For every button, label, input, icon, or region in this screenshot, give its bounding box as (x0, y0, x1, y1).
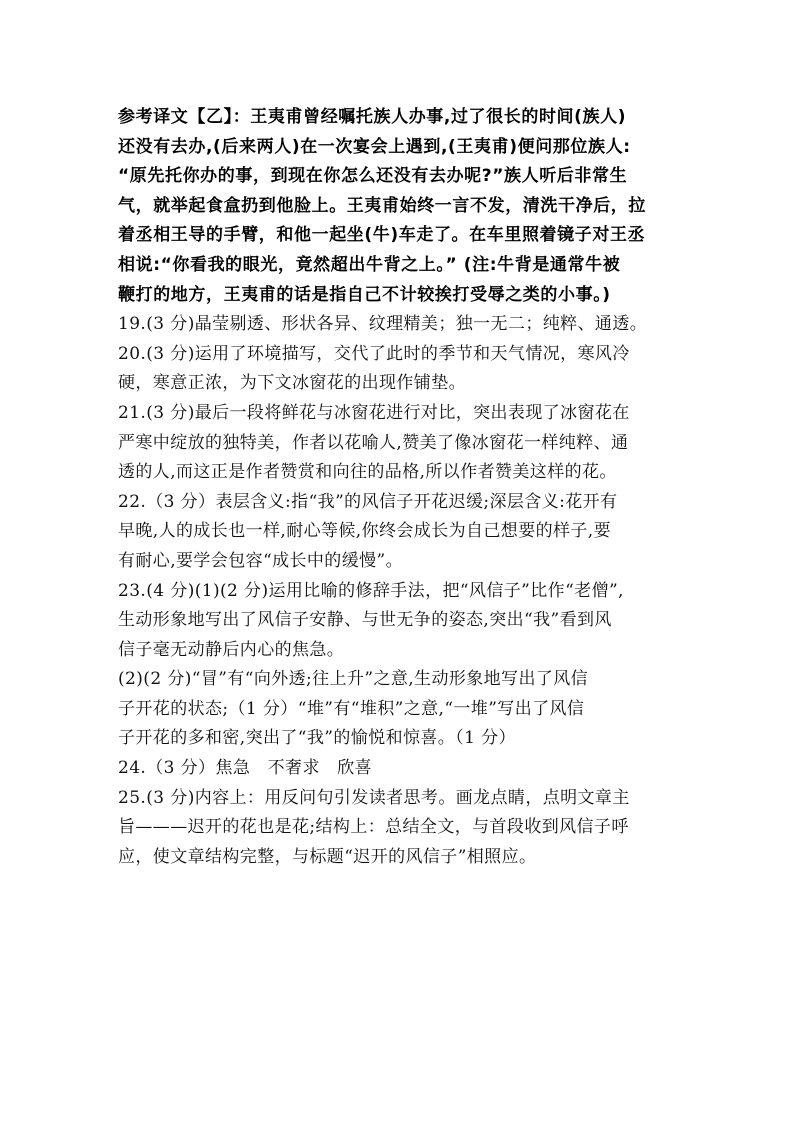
answer-line: 25.(3 分)内容上：用反问句引发读者思考。画龙点睛，点明文章主 (118, 787, 630, 808)
answer-line: 生动形象地写出了风信子安静、与世无争的姿态,突出“我”看到风 (118, 610, 612, 631)
translation-line: “原先托你办的事，到现在你怎么还没有去办呢?”族人听后非常生 (118, 166, 628, 187)
answer-22 (118, 488, 688, 577)
answer-25 (118, 784, 688, 873)
answer-line: 有耐心,要学会包容“成长中的缓慢”。 (118, 550, 403, 571)
translation-line: 相说:“你看我的眼光，竟然超出牛背之上。” (注:牛背是通常牛被 (118, 254, 621, 275)
answer-line: 信子毫无动静后内心的焦急。 (118, 639, 345, 660)
answer-24 (118, 754, 688, 784)
answer-line: 23.(4 分)(1)(2 分)运用比喻的修辞手法，把“风信子”比作“老僧”, (118, 580, 624, 601)
answer-line: (2)(2 分)“冒”有“向外透;往上升”之意,生动形象地写出了风信 (118, 669, 589, 690)
translation-line: 气，就举起食盒扔到他脸上。王夷甫始终一言不发，清洗干净后，拉 (118, 195, 646, 216)
translation-line: 鞭打的地方，王夷甫的话是指自己不计较挨打受辱之类的小事。) (118, 284, 611, 305)
translation-line: 着丞相王导的手臂，和他一起坐(牛)车走了。在车里照着镜子对王丞 (118, 225, 646, 246)
answer-23 (118, 577, 688, 755)
translation-line: 参考译文【乙】：王夷甫曾经嘱托族人办事,过了很长的时间(族人) (118, 107, 627, 127)
answer-line: 早晚,人的成长也一样,耐心等候,你终会成长为自己想要的样子,要 (118, 521, 612, 542)
answer-line: 19.(3 分)晶莹剔透、形状各异、纹理精美；独一无二；纯粹、通透。 (118, 314, 648, 335)
answer-19 (118, 310, 688, 340)
answer-line: 透的人,而这正是作者赞赏和向往的品格,所以作者赞美这样的花。 (118, 462, 617, 483)
answer-line: 21.(3 分)最后一段将鲜花与冰窗花进行对比，突出表现了冰窗花在 (118, 402, 630, 423)
document-page (118, 103, 688, 872)
answer-line: 子开花的多和密,突出了“我”的愉悦和惊喜。（1 分） (118, 728, 516, 749)
answer-20 (118, 340, 688, 399)
answer-line: 子开花的状态;（1 分）“堆”有“堆积”之意,“一堆”写出了风信 (118, 698, 585, 719)
answer-line: 20.(3 分)运用了环境描写，交代了此时的季节和天气情况，寒风冷 (118, 343, 630, 364)
answer-line: 严寒中绽放的独特美，作者以花喻人,赞美了像冰窗花一样纯粹、通 (118, 432, 629, 453)
translation-line: 还没有去办,(后来两人)在一次宴会上遇到,(王夷甫)便问那位族人: (118, 136, 631, 157)
answer-21 (118, 399, 688, 488)
answer-line: 22.（3 分）表层含义:指“我”的风信子开花迟缓;深层含义:花开有 (118, 491, 618, 512)
answer-line: 应，使文章结构完整，与标题“迟开的风信子”相照应。 (118, 846, 537, 867)
answer-line: 24.（3 分）焦急 不奢求 欣喜 (118, 758, 373, 779)
answer-line: 旨———迟开的花也是花;结构上：总结全文，与首段收到风信子呼 (118, 817, 629, 838)
reference-translation (118, 103, 688, 310)
answer-line: 硬，寒意正浓，为下文冰窗花的出现作铺垫。 (118, 373, 466, 394)
